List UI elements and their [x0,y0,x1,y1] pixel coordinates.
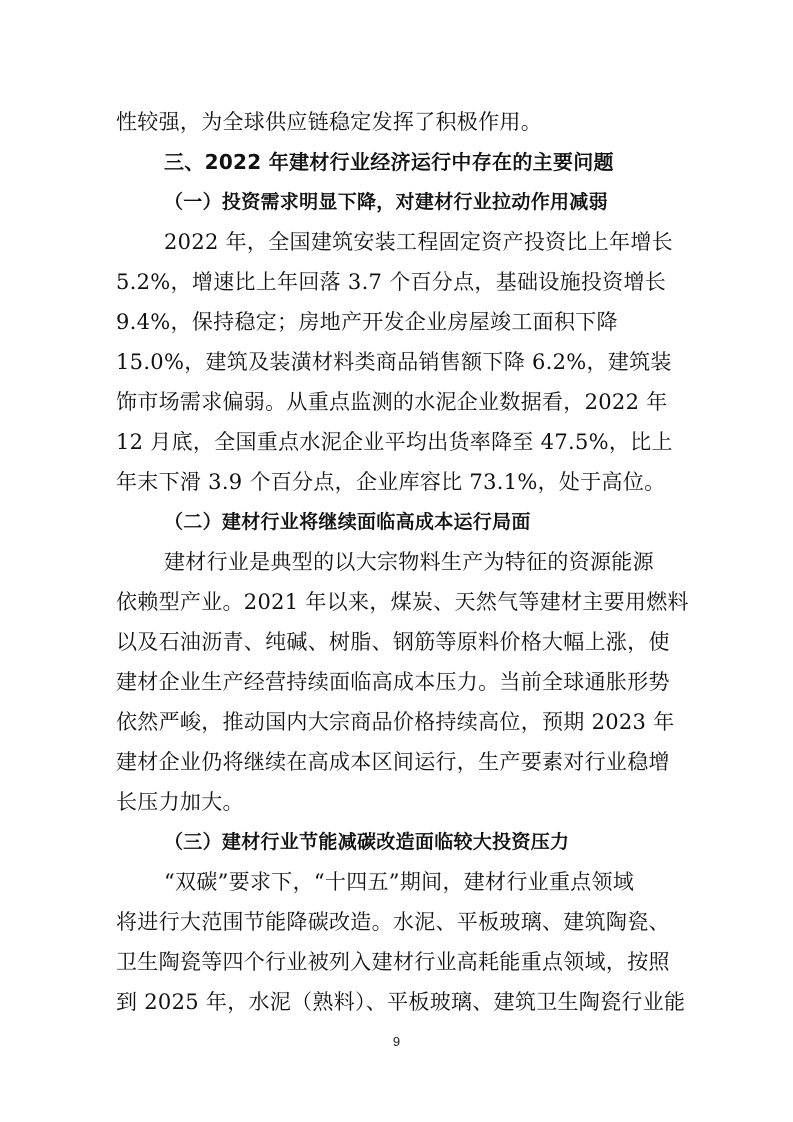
body-line-3: 5.2%，增速比上年回落 3.7 个百分点，基础设施投资增长 [116,270,667,294]
subheading-2: （二）建材行业将继续面临高成本运行局面 [164,511,531,533]
body-line-18: 卫生陶瓷等四个行业被列入建材行业高耗能重点领域，按照 [116,950,670,974]
body-line-4: 9.4%，保持稳定；房地产开发企业房屋竣工面积下降 [116,310,618,334]
body-line-6: 饰市场需求偏弱。从重点监测的水泥企业数据看，2022 年 [116,390,668,414]
body-line-14: 建材企业仍将继续在高成本区间运行，生产要素对行业稳增 [116,750,670,774]
page-number: 9 [392,1034,401,1049]
body-line-17: 将进行大范围节能降碳改造。水泥、平板玻璃、建筑陶瓷、 [116,910,670,934]
body-line-15: 长压力加大。 [116,790,244,814]
body-line-10: 依赖型产业。2021 年以来，煤炭、天然气等建材主要用燃料 [116,590,689,614]
body-line-9: 建材行业是典型的以大宗物料生产为特征的资源能源 [164,550,654,574]
body-line-1: 性较强，为全球供应链稳定发挥了积极作用。 [116,110,542,134]
body-line-8: 年末下滑 3.9 个百分点，企业库容比 73.1%，处于高位。 [116,470,666,494]
body-line-2: 2022 年，全国建筑安装工程固定资产投资比上年增长 [164,230,673,254]
body-line-12: 建材企业生产经营持续面临高成本压力。当前全球通胀形势 [116,670,670,694]
body-line-5: 15.0%，建筑及装潢材料类商品销售额下降 6.2%，建筑装 [116,350,672,374]
body-line-11: 以及石油沥青、纯碱、树脂、钢筋等原料价格大幅上涨，使 [116,630,670,654]
body-line-13: 依然严峻，推动国内大宗商品价格持续高位，预期 2023 年 [116,710,675,734]
body-line-19: 到 2025 年，水泥（熟料）、平板玻璃、建筑卫生陶瓷行业能 [116,990,686,1014]
subheading-1: （一）投资需求明显下降，对建材行业拉动作用减弱 [164,191,608,213]
body-line-16: “双碳”要求下，“十四五”期间，建材行业重点领域 [164,870,635,894]
body-line-7: 12 月底，全国重点水泥企业平均出货率降至 47.5%，比上 [116,430,673,454]
section-heading-3: 三、2022 年建材行业经济运行中存在的主要问题 [164,150,614,174]
subheading-3: （三）建材行业节能减碳改造面临较大投资压力 [164,831,570,853]
